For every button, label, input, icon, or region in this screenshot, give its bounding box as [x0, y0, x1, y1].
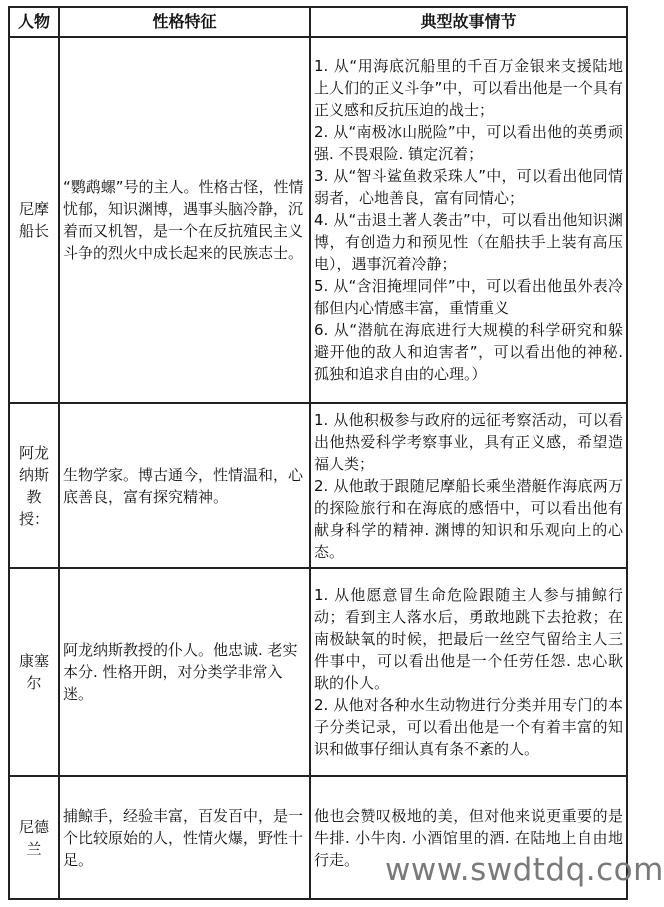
- plot-item: 1. 从“用海底沉船里的千百万金银来支援陆地上人们的正义斗争”中，可以看出他是一个具有正义感和反抗压迫的战士；: [314, 57, 623, 119]
- plot-item: 6. 从“潜航在海底进行大规模的科学研究和躲避开他的敌人和迫害者”，可以看出他的神秘. 孤独和追求自由的心理。）: [314, 321, 623, 383]
- character-traits: 捕鲸手，经验丰富，百发百中，是一个比较原始的人，性情火爆，野性十足。: [59, 776, 310, 899]
- plot-item: 他也会赞叹极地的美，但对他来说更重要的是牛排. 小牛肉. 小酒馆里的酒. 在陆地上自由地行走。: [314, 806, 623, 869]
- table-row: [9, 568, 627, 776]
- character-plot: [310, 403, 627, 568]
- header-traits: 性格特征: [59, 7, 310, 37]
- character-name: 尼摩船长: [9, 37, 59, 403]
- table-row: [9, 37, 627, 403]
- character-name: 康塞尔: [9, 568, 59, 776]
- character-table: [8, 6, 628, 900]
- header-plot: 典型故事情节: [310, 7, 627, 37]
- character-name: 尼德兰: [9, 776, 59, 899]
- character-plot: [310, 37, 627, 403]
- plot-item: 4. 从“击退土著人袭击”中，可以看出他知识渊博，有创造力和预见性（在船扶手上装有高压电），遇事沉着冷静；: [314, 211, 623, 273]
- table-header-row: [9, 7, 627, 37]
- plot-item: 5. 从“含泪掩埋同伴”中，可以看出他虽外表冷郁但内心情感丰富，重情重义: [314, 277, 623, 317]
- watermark-url: www.swdtdq.com: [385, 852, 664, 888]
- character-traits: 生物学家。博古通今，性情温和，心底善良，富有探究精神。: [59, 403, 310, 568]
- header-character: 人物: [9, 7, 59, 37]
- plot-item: 1. 从他积极参与政府的远征考察活动，可以看出他热爱科学考察事业，具有正义感，希望造福人类；: [314, 410, 623, 473]
- character-name: 阿龙纳斯教授：: [9, 403, 59, 568]
- plot-item: 2. 从他敢于跟随尼摩船长乘坐潜艇作海底两万的探险旅行和在海底的感悟中，可以看出他有献身科学的精神. 渊博的知识和乐观向上的心态。: [314, 476, 623, 561]
- plot-item: 2. 从“南极冰山脱险”中，可以看出他的英勇顽强. 不畏艰险. 镇定沉着；: [314, 123, 623, 163]
- plot-item: 1. 从他愿意冒生命危险跟随主人参与捕鲸行动；看到主人落水后，勇敢地跳下去抢救；在南极缺氧的时候，把最后一丝空气留给主人三件事中，可以看出他是一个任劳任怨. 忠心耿耿的仆人。: [314, 586, 623, 692]
- character-plot: [310, 568, 627, 776]
- plot-item: 3. 从“智斗鲨鱼救采珠人”中，可以看出他同情弱者，心地善良，富有同情心；: [314, 167, 623, 207]
- character-traits: 阿龙纳斯教授的仆人。他忠诚. 老实本分. 性格开朗，对分类学非常入迷。: [59, 568, 310, 776]
- table-row: [9, 403, 627, 568]
- plot-item: 2. 从他对各种水生动物进行分类并用专门的本子分类记录，可以看出他是一个有着丰富的知识和做事仔细认真有条不紊的人。: [314, 696, 623, 758]
- character-traits: “鹦鹉螺”号的主人。性格古怪，性情忧郁，知识渊博，遇事头脑冷静，沉着而又机智，是一个在反抗殖民主义斗争的烈火中成长起来的民族志士。: [59, 37, 310, 403]
